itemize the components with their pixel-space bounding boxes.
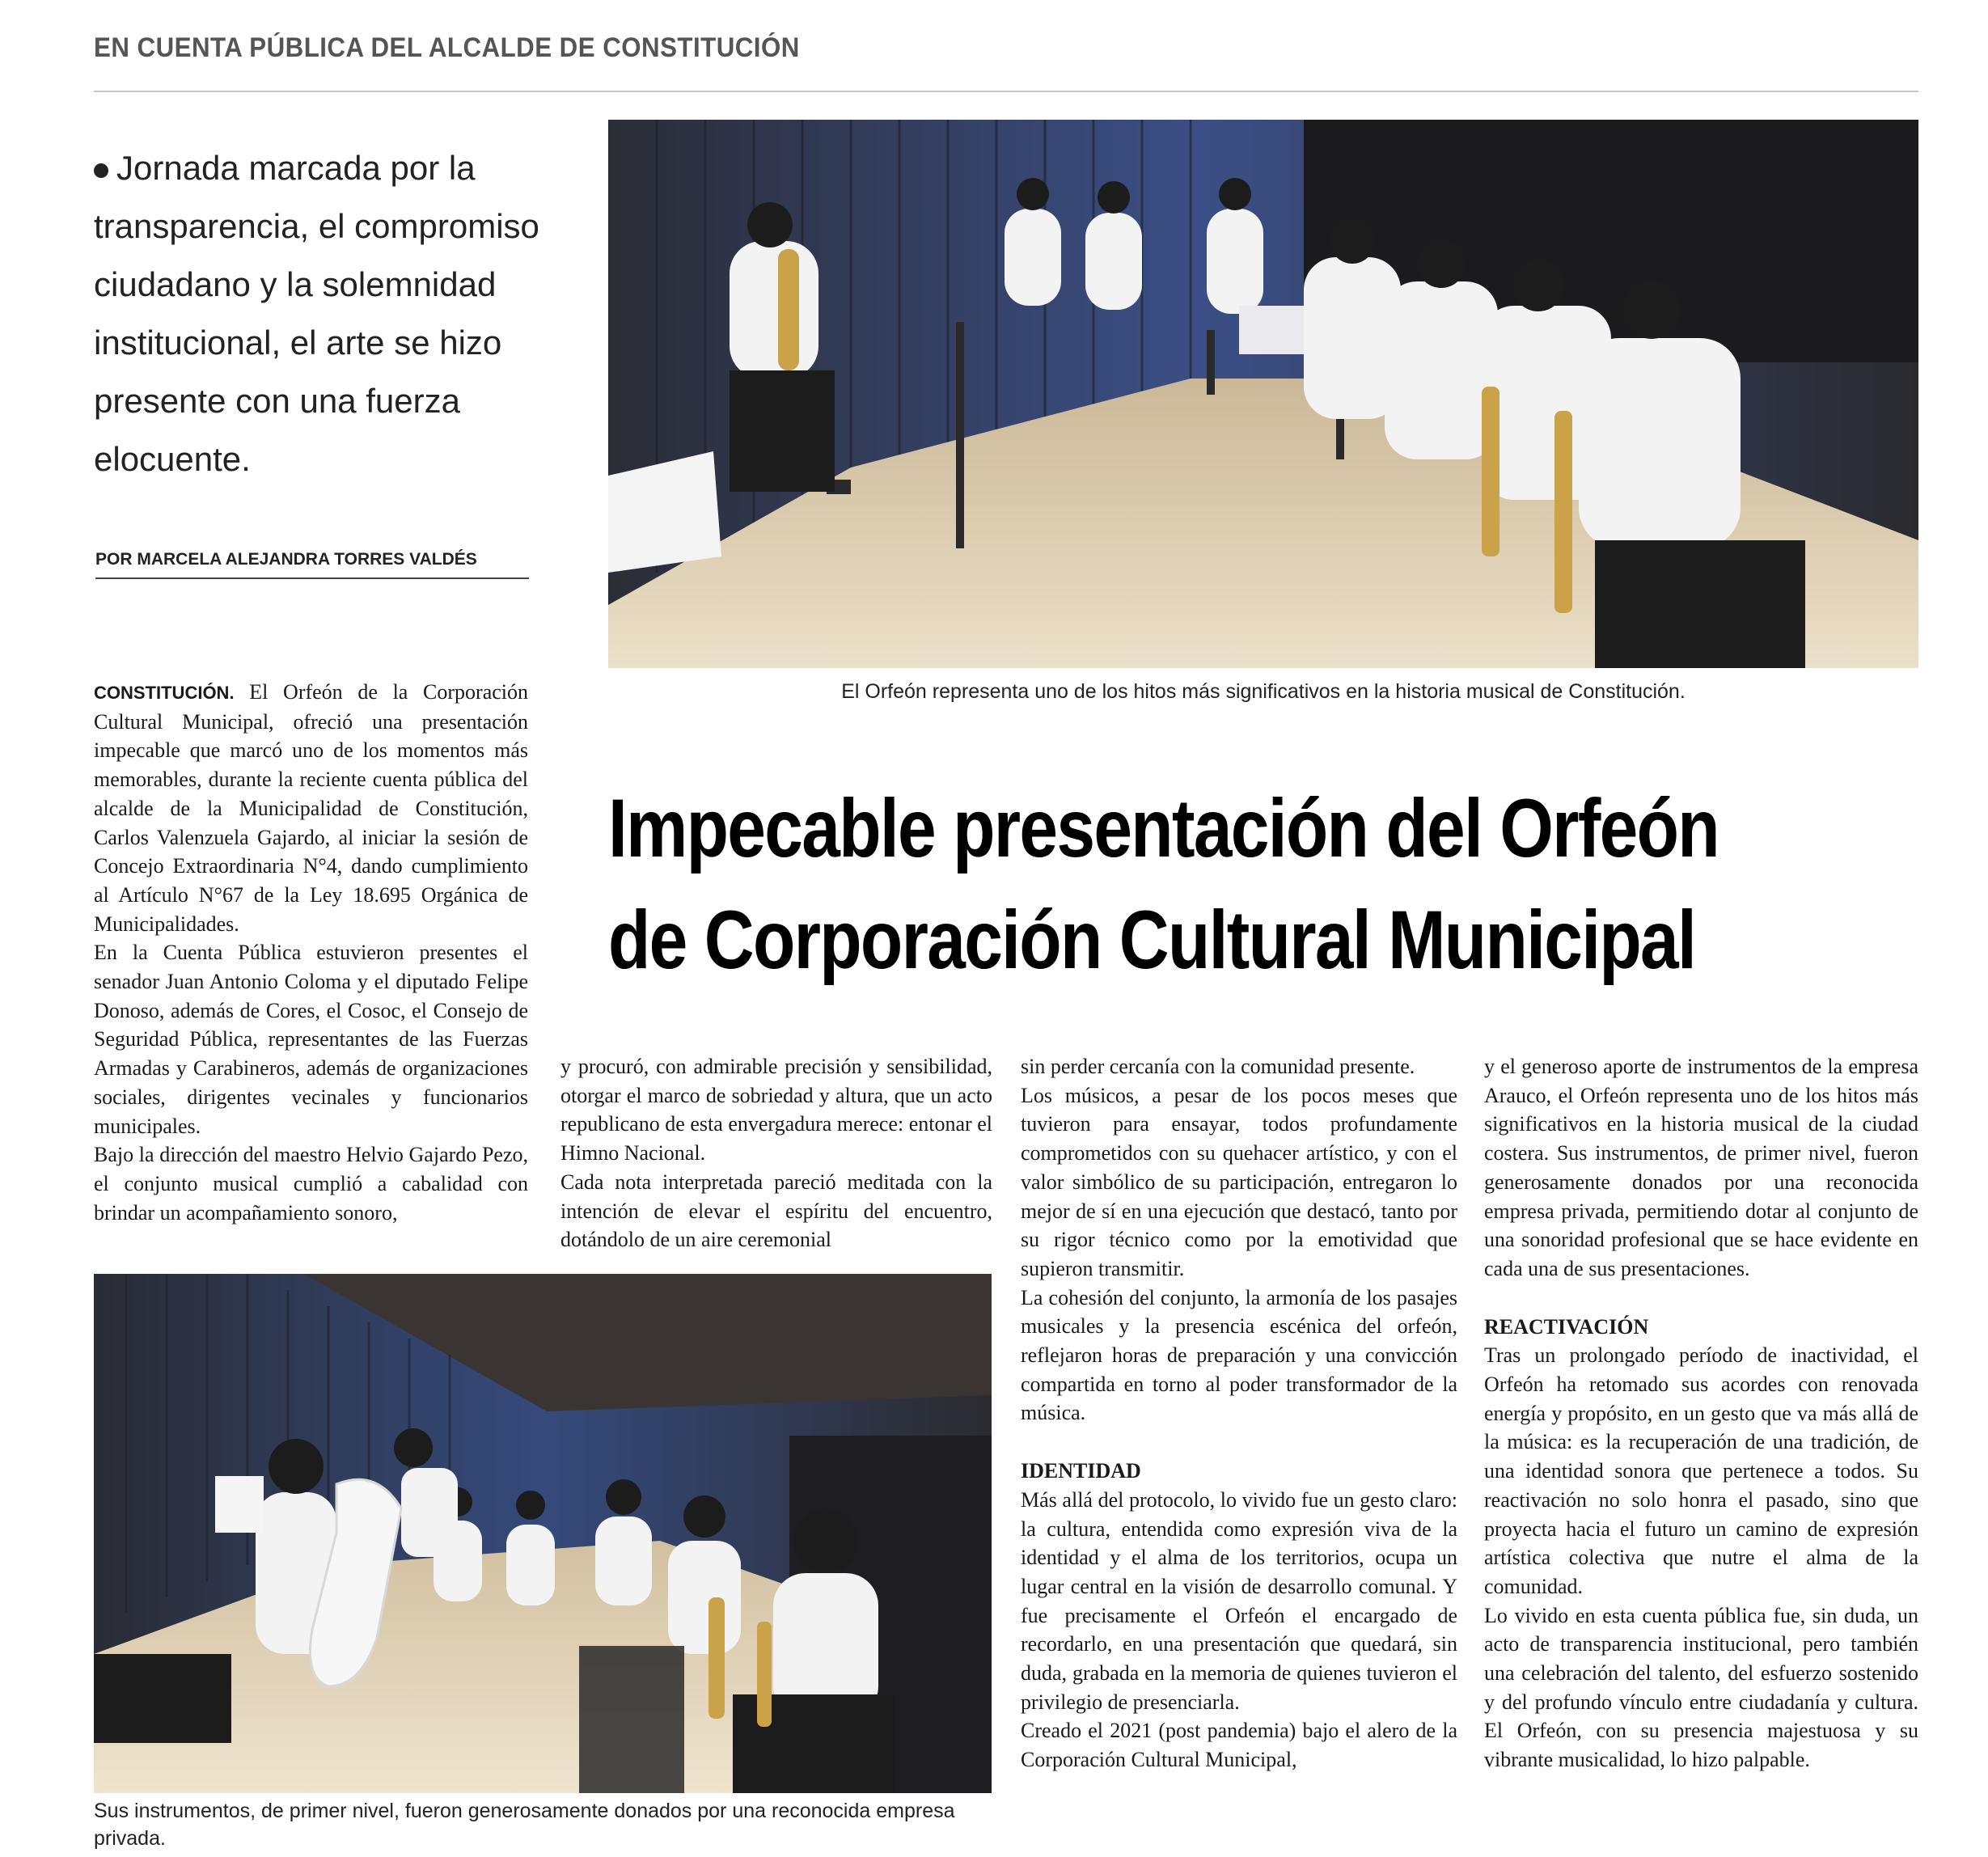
paragraph: Más allá del protocolo, lo vivido fue un gesto claro: la cultura, entendida como expresión viva de la identidad y el alma de los territorios, ocupa un lugar central en la visión de desarrollo comunal. Y fue precisamente el Orfeón el encargado de recordarlo, en una presentación que quedará, sin duda, grabada en la memoria de quienes tuvieron el privilegio de presenciarla. [1021,1487,1457,1714]
paragraph: y el generoso aporte de instrumentos de la empresa Arauco, el Orfeón representa uno de los hitos más significativos en la historia musical de la ciudad costera. Sus instrumentos, de primer nivel, fueron generosamente donados por una reconocida empresa privada, permitiendo dotar al conjunto de una sonoridad profesional que se hace evidente en cada una de sus presentaciones. [1484,1055,1918,1280]
section-kicker: EN CUENTA PÚBLICA DEL ALCALDE DE CONSTITUCIÓN [94,32,800,63]
paragraph: La cohesión del conjunto, la armonía de los pasajes musicales y la presencia escénica del orfeón, reflejaron horas de preparación y una convicción compartida en torno al poder transformador de la música. [1021,1285,1457,1425]
kicker-divider [94,91,1918,92]
lead-summary [94,139,547,489]
paragraph: y procuró, con admirable precisión y sensibilidad, otorgar el marco de sobriedad y altura, que un acto republicano de esta envergadura merece: entonar el Himno Nacional. [560,1055,992,1165]
paragraph: Lo vivido en esta cuenta pública fue, sin duda, un acto de transparencia institucional, pero también una celebración del talento, del esfuerzo sostenido y del profundo vínculo entre ciudadanía y cultura. El Orfeón, con su presencia majestuosa y su vibrante musicalidad, lo hizo palpable. [1484,1603,1918,1772]
article-column-2 [560,1052,992,1254]
paragraph: Los músicos, a pesar de los pocos meses que tuvieron para ensayar, todos profundamente comprometidos con su quehacer artístico, y con el valor simbólico de su participación, entregaron lo mejor de sí en una ejecución que destacó, tanto por su rigor técnico como por la emotividad que supieron transmitir. [1021,1083,1457,1280]
photo-caption-secondary: Sus instrumentos, de primer nivel, fueron generosamente donados por una reconocida empresa privada. [94,1800,955,1850]
byline: POR MARCELA ALEJANDRA TORRES VALDÉS [95,550,529,579]
paragraph: Tras un prolongado período de inactividad, el Orfeón ha retomado sus acordes con renovada energía y propósito, en un gesto que va más allá de la música: es la recuperación de una tradición, de una identidad sonora que pertenece a todos. Su reactivación no solo honra el pasado, sino que proyecta hacia el futuro un camino de expresión artística colectiva que nutre el alma de la comunidad. [1484,1343,1918,1598]
article-column-1 [94,678,528,1227]
paragraph: Cada nota interpretada pareció meditada con la intención de elevar el espíritu del encuentro, dotándolo de un aire ceremonial [560,1170,992,1252]
paragraph: sin perder cercanía con la comunidad presente. [1021,1055,1415,1078]
subheading-reactivacion: REACTIVACIÓN [1484,1314,1649,1339]
article-column-4 [1484,1052,1918,1775]
subheading-identidad: IDENTIDAD [1021,1459,1141,1483]
paragraph: En la Cuenta Pública estuvieron presentes el senador Juan Antonio Coloma y el diputado Felipe Donoso, además de Cores, el Cosoc, el Consejo de Seguridad Pública, representantes de las Fuerzas Armadas y Carabineros, además de organizaciones sociales, dirigentes vecinales y funcionarios municipales. [94,941,528,1138]
headline [608,772,1723,996]
headline-line-1: Impecable presentación del Orfeón [608,782,1719,874]
paragraph [94,678,528,938]
paragraph: Bajo la dirección del maestro Helvio Gajardo Pezo, el conjunto musical cumplió a cabalidad con brindar un acompañamiento sonoro, [94,1143,528,1225]
dateline: CONSTITUCIÓN. [94,683,235,703]
headline-line-2: de Corporación Cultural Municipal [608,894,1696,986]
paragraph: Creado el 2021 (post pandemia) bajo el alero de la Corporación Cultural Municipal, [1021,1719,1457,1772]
orchestra-photo-secondary [94,1274,992,1793]
article-column-3 [1021,1052,1457,1775]
orchestra-photo-main [608,120,1918,668]
lead-text: Jornada marcada por la transparencia, el compromiso ciudadano y la solemnidad institucional, el arte se hizo presente con una fuerza elocuente. [94,149,539,478]
paragraph-text: El Orfeón de la Corporación Cultural Municipal, ofreció una presentación impecable que marcó uno de los momentos más memorables, durante la reciente cuenta pública del alcalde de la Municipalidad de Constitución, Carlos Valenzuela Gajardo, al iniciar la sesión de Concejo Extraordinaria N°4, dando cumplimiento al Artículo N°67 de la Ley 18.695 Orgánica de Municipalidades. [94,680,528,936]
bullet-icon [94,163,108,178]
photo-caption-main: El Orfeón representa uno de los hitos más significativos en la historia musical de Constitución. [841,680,1686,703]
